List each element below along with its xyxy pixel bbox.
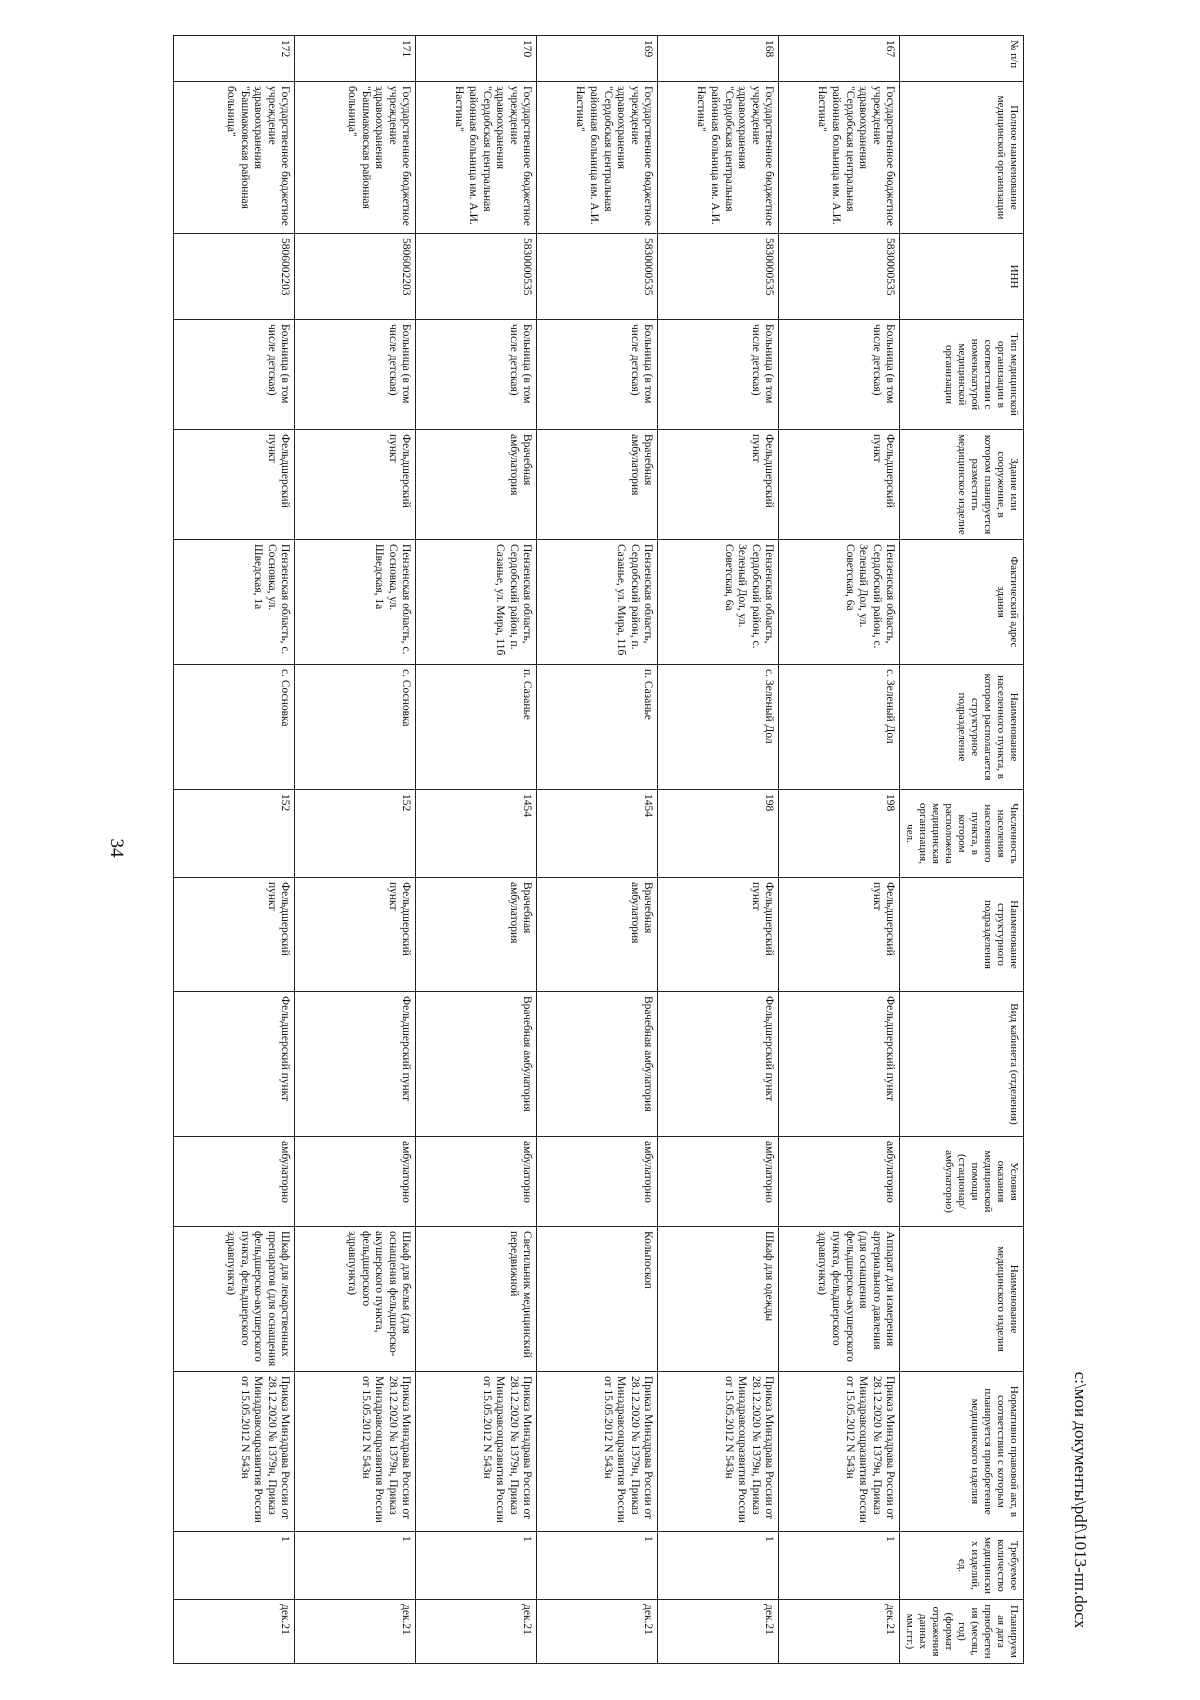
legal-act-cell: Приказ Минздрава России от 28.12.2020 № 1379н, Приказ Минздравсоцразвития России от 15.05.2012 N 543н [779,1372,900,1532]
column-header: Наименование медицинского изделия [900,1227,1024,1372]
table-row [779,36,900,1664]
settlement-cell: с. Зеленый Дол [779,665,900,790]
inn-cell: 5830000535 [537,234,658,320]
care-conditions-cell: амбулаторно [174,1137,295,1227]
population-cell: 1454 [537,790,658,878]
subdivision-cell: Фельдшерский пункт [658,878,779,992]
rotated-table-container [174,35,1024,1663]
settlement-cell: с. Сосновка [295,665,416,790]
population-cell: 1454 [416,790,537,878]
inn-cell: 5830000535 [779,234,900,320]
population-cell: 152 [295,790,416,878]
inn-cell: 5806002203 [295,234,416,320]
building-cell: Фельдшерский пункт [174,430,295,540]
table-row [658,36,779,1664]
device-name-cell: Шкаф для лекарственных препаратов (для оснащения фельдшерско-акушерского пункта, фельдшерского здравпункта) [174,1227,295,1372]
quantity-cell: 1 [295,1532,416,1600]
column-header: Планируемая дата приобретения (месяц, год) (формат отражения данных мм.ггг.) [900,1600,1024,1664]
legal-act-cell: Приказ Минздрава России от 28.12.2020 № 1379н, Приказ Минздравсоцразвития России от 15.05.2012 N 543н [295,1372,416,1532]
column-header: Тип медицинской организации в соответствии с номенклатурой медицинской организации [900,320,1024,430]
quantity-cell: 1 [537,1532,658,1600]
column-header: Наименование населенного пункта, в котором располагается структурное подразделение [900,665,1024,790]
organization-type-cell: Больница (в том числе детская) [537,320,658,430]
column-header: Наименование структурного подразделения [900,878,1024,992]
legal-act-cell: Приказ Минздрава России от 28.12.2020 № 1379н, Приказ Минздравсоцразвития России от 15.05.2012 N 543н [658,1372,779,1532]
table-header-row [900,36,1024,1664]
purchase-date-cell: дек.21 [779,1600,900,1664]
room-type-cell: Врачебная амбулатория [537,992,658,1137]
inn-cell: 5806002203 [174,234,295,320]
device-name-cell: Светильник медицинский передвижной [416,1227,537,1372]
column-header: Требуемое количество медицинских изделий, ед. [900,1532,1024,1600]
settlement-cell: п. Сазанье [537,665,658,790]
organization-type-cell: Больница (в том числе детская) [174,320,295,430]
organization-type-cell: Больница (в том числе детская) [416,320,537,430]
care-conditions-cell: амбулаторно [658,1137,779,1227]
purchase-date-cell: дек.21 [295,1600,416,1664]
column-header: ИНН [900,234,1024,320]
column-header: Численность населения населенного пункта, в котором расположена медицинская организация, чел. [900,790,1024,878]
row-number-cell: 170 [416,36,537,82]
organization-name-cell: Государственное бюджетное учреждение здравоохранения "Сердобская центральная районная больница им. А.И. Настина" [537,82,658,234]
address-cell: Пензенская область, Сердобский район, с. Зеленый Дол, ул. Советская, 6а [658,540,779,665]
building-cell: Фельдшерский пункт [779,430,900,540]
subdivision-cell: Фельдшерский пункт [174,878,295,992]
column-header: Условия оказания медицинской помощи (стационар/амбулаторно) [900,1137,1024,1227]
quantity-cell: 1 [779,1532,900,1600]
page-number: 34 [106,838,127,858]
care-conditions-cell: амбулаторно [416,1137,537,1227]
row-number-cell: 167 [779,36,900,82]
purchase-date-cell: дек.21 [174,1600,295,1664]
settlement-cell: с. Сосновка [174,665,295,790]
room-type-cell: Фельдшерский пункт [658,992,779,1137]
subdivision-cell: Врачебная амбулатория [537,878,658,992]
column-header: № п/п [900,36,1024,82]
subdivision-cell: Фельдшерский пункт [779,878,900,992]
settlement-cell: п. Сазанье [416,665,537,790]
device-name-cell: Кольпоскоп [537,1227,658,1372]
organization-name-cell: Государственное бюджетное учреждение здравоохранения "Башмаковская районная больница" [295,82,416,234]
purchase-date-cell: дек.21 [416,1600,537,1664]
population-cell: 198 [658,790,779,878]
column-header: Вид кабинета (отделения) [900,992,1024,1137]
organization-name-cell: Государственное бюджетное учреждение здравоохранения "Сердобская центральная районная больница им. А.И. Настина" [779,82,900,234]
quantity-cell: 1 [416,1532,537,1600]
subdivision-cell: Фельдшерский пункт [295,878,416,992]
care-conditions-cell: амбулаторно [779,1137,900,1227]
column-header: Полное наименование медицинской организации [900,82,1024,234]
address-cell: Пензенская область, Сердобский район, п. Сазанье, ул. Мира, 11б [416,540,537,665]
building-cell: Врачебная амбулатория [416,430,537,540]
building-cell: Фельдшерский пункт [295,430,416,540]
device-name-cell: Аппарат для измерения артериального давления (для оснащения фельдшерско-акушерского пункта, фельдшерского здравпункта) [779,1227,900,1372]
address-cell: Пензенская область, Сердобский район, с. Зеленый Дол, ул. Советская, 6а [779,540,900,665]
purchase-date-cell: дек.21 [658,1600,779,1664]
quantity-cell: 1 [174,1532,295,1600]
inn-cell: 5830000535 [416,234,537,320]
inn-cell: 5830000535 [658,234,779,320]
quantity-cell: 1 [658,1532,779,1600]
care-conditions-cell: амбулаторно [537,1137,658,1227]
row-number-cell: 168 [658,36,779,82]
legal-act-cell: Приказ Минздрава России от 28.12.2020 № 1379н, Приказ Минздравсоцразвития России от 15.05.2012 N 543н [416,1372,537,1532]
row-number-cell: 169 [537,36,658,82]
table-row [174,36,295,1664]
care-conditions-cell: амбулаторно [295,1137,416,1227]
footer-file-path: c:\мои документы\pdf\1013-пп.docx [1071,1371,1090,1629]
column-header: Нормативно правовой акт, в соответствии с которым планируется приобретение медицинского изделия [900,1372,1024,1532]
organization-type-cell: Больница (в том числе детская) [779,320,900,430]
legal-act-cell: Приказ Минздрава России от 28.12.2020 № 1379н, Приказ Минздравсоцразвития России от 15.05.2012 N 543н [174,1372,295,1532]
table-row [537,36,658,1664]
address-cell: Пензенская область, с. Сосновка, ул. Шведская, 1а [174,540,295,665]
organization-name-cell: Государственное бюджетное учреждение здравоохранения "Сердобская центральная районная больница им. А.И. Настина" [416,82,537,234]
room-type-cell: Фельдшерский пункт [779,992,900,1137]
organization-name-cell: Государственное бюджетное учреждение здравоохранения "Сердобская центральная районная больница им. А.И. Настина" [658,82,779,234]
organization-name-cell: Государственное бюджетное учреждение здравоохранения "Башмаковская районная больница" [174,82,295,234]
organization-type-cell: Больница (в том числе детская) [658,320,779,430]
population-cell: 152 [174,790,295,878]
device-name-cell: Шкаф для одежды [658,1227,779,1372]
population-cell: 198 [779,790,900,878]
column-header: Фактический адрес здания [900,540,1024,665]
address-cell: Пензенская область, с. Сосновка, ул. Шведская, 1а [295,540,416,665]
room-type-cell: Врачебная амбулатория [416,992,537,1137]
row-number-cell: 172 [174,36,295,82]
column-header: Здание или сооружение, в котором планируется разместить медицинское изделие [900,430,1024,540]
table-row [416,36,537,1664]
address-cell: Пензенская область, Сердобский район, п. Сазанье, ул. Мира, 11б [537,540,658,665]
settlement-cell: с. Зеленый Дол [658,665,779,790]
equipment-table [173,35,1024,1664]
organization-type-cell: Больница (в том числе детская) [295,320,416,430]
legal-act-cell: Приказ Минздрава России от 28.12.2020 № 1379н, Приказ Минздравсоцразвития России от 15.05.2012 N 543н [537,1372,658,1532]
building-cell: Фельдшерский пункт [658,430,779,540]
row-number-cell: 171 [295,36,416,82]
subdivision-cell: Врачебная амбулатория [416,878,537,992]
table-row [295,36,416,1664]
room-type-cell: Фельдшерский пункт [295,992,416,1137]
room-type-cell: Фельдшерский пункт [174,992,295,1137]
device-name-cell: Шкаф для белья (для оснащения фельдшерско-акушерского пункта, фельдшерского здравпункта) [295,1227,416,1372]
purchase-date-cell: дек.21 [537,1600,658,1664]
building-cell: Врачебная амбулатория [537,430,658,540]
